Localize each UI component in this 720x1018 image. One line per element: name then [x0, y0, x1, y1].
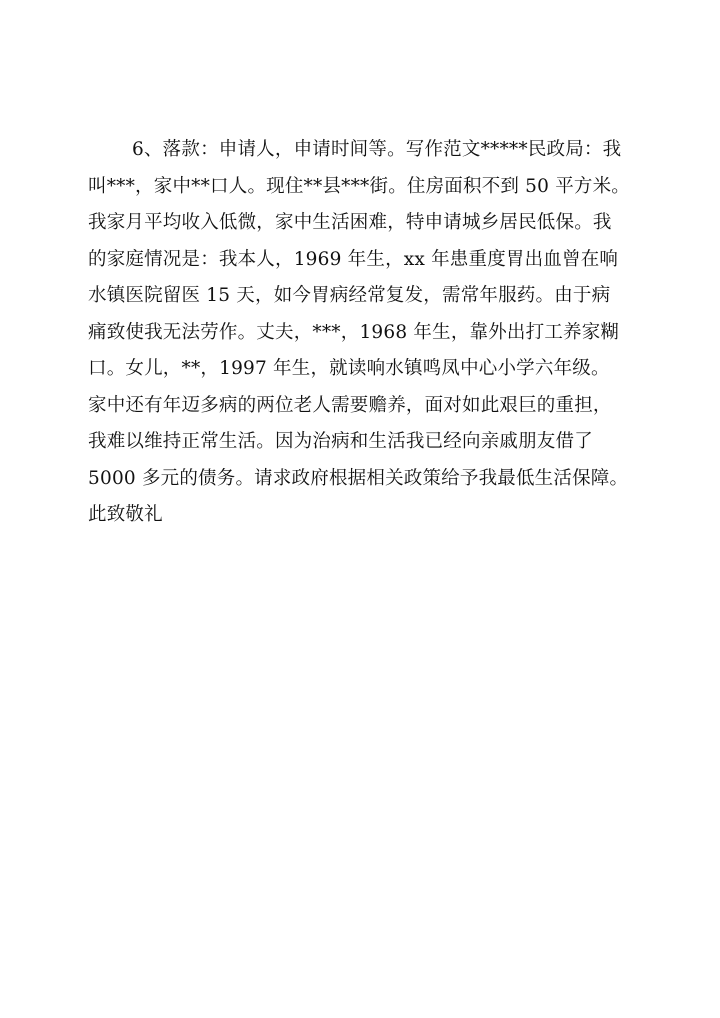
paragraph-line-8: 家中还有年迈多病的两位老人需要赡养，面对如此艰巨的重担，	[88, 394, 612, 416]
paragraph-line-4: 的家庭情况是：我本人，1969 年生，xx 年患重度胃出血曾在响	[88, 248, 619, 270]
paragraph-line-10: 5000 多元的债务。请求政府根据相关政策给予我最低生活保障。	[88, 467, 629, 489]
paragraph-line-3: 我家月平均收入低微，家中生活困难，特申请城乡居民低保。我	[88, 212, 612, 233]
closing-line: 此致敬礼	[88, 504, 163, 525]
paragraph-line-1: 6、落款：申请人，申请时间等。写作范文*****民政局：我	[132, 139, 622, 160]
paragraph-line-9: 我难以维持正常生活。因为治病和生活我已经向亲戚朋友借了	[88, 431, 593, 452]
document-body	[88, 132, 648, 534]
paragraph-line-7: 口。女儿，**，1997 年生，就读响水镇鸣凤中心小学六年级。	[88, 358, 610, 379]
paragraph-line-5: 水镇医院留医 15 天，如今胃病经常复发，需常年服药。由于病	[88, 285, 611, 306]
paragraph-line-2: 叫***，家中**口人。现住**县***街。住房面积不到 50 平方米。	[88, 175, 631, 197]
paragraph-line-6: 痛致使我无法劳作。丈夫，***，1968 年生，靠外出打工养家糊	[88, 321, 620, 343]
